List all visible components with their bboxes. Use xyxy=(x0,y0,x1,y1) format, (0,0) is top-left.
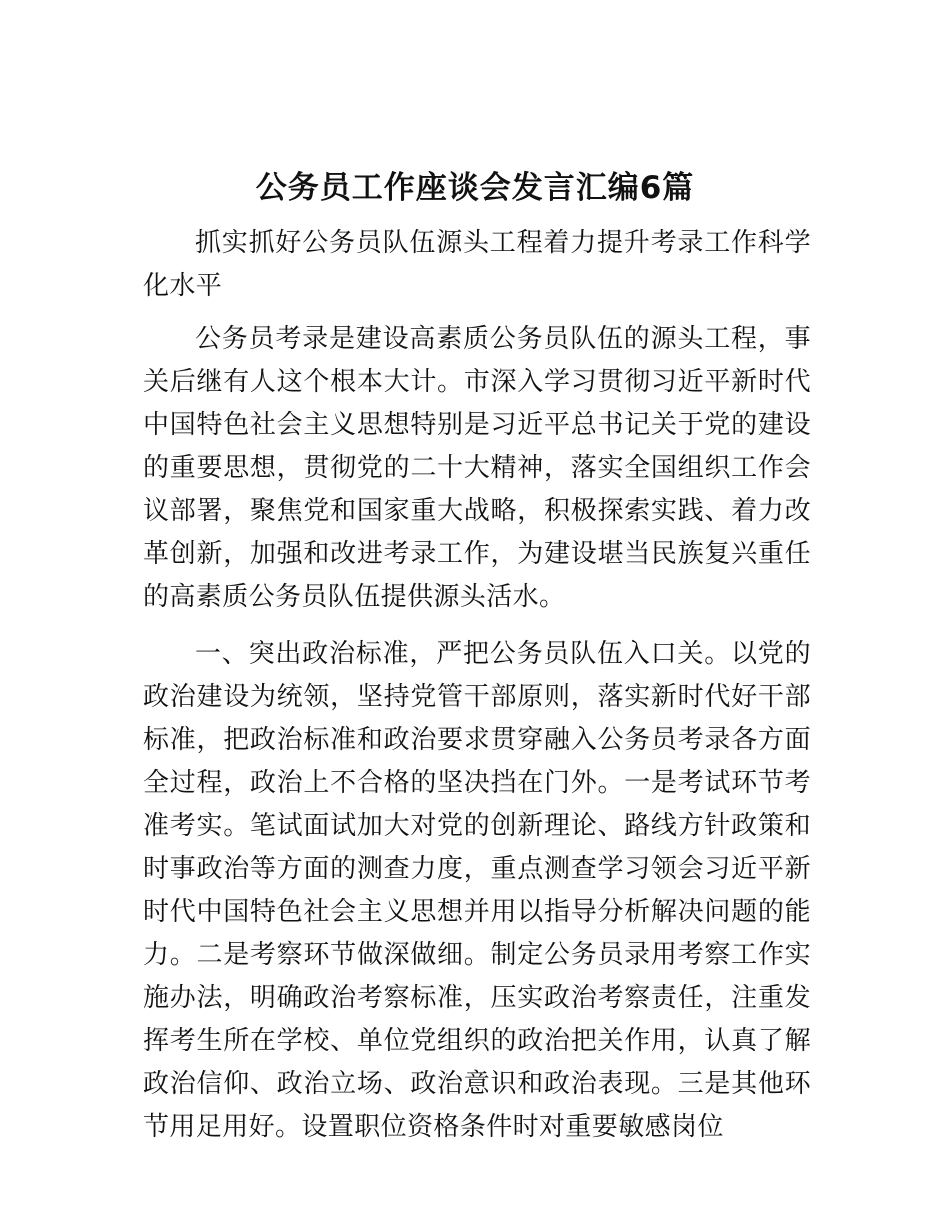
document-title: 公务员工作座谈会发言汇编6篇 xyxy=(255,170,695,206)
document-subtitle: 抓实抓好公务员队伍源头工程着力提升考录工作科学化水平 xyxy=(143,228,811,301)
paragraph-section-one: 一、突出政治标准，严把公务员队伍入口关。以党的政治建设为统领，坚持党管干部原则，落实新时代好干部标准，把政治标准和政治要求贯穿融入公务员考录各方面全过程，政治上不合格的坚决挡在门外。一是考试环节考准考实。笔试面试加大对党的创新理论、路线方针政策和时事政治等方面的测查力度，重点测查学习领会习近平新时代中国特色社会主义思想并用以指导分析解决问题的能力。二是考察环节做深做细。制定公务员录用考察工作实施办法，明确政治考察标准，压实政治考察责任，注重发挥考生所在学校、单位党组织的政治把关作用，认真了解政治信仰、政治立场、政治意识和政治表现。三是其他环节用足用好。设置职位资格条件时对重要敏感岗位 xyxy=(143,639,811,1142)
paragraph-intro: 公务员考录是建设高素质公务员队伍的源头工程，事关后继有人这个根本大计。市深入学习贯彻习近平新时代中国特色社会主义思想特别是习近平总书记关于党的建设的重要思想，贯彻党的二十大精神，落实全国组织工作会议部署，聚焦党和国家重大战略，积极探索实践、着力改革创新，加强和改进考录工作，为建设堪当民族复兴重任的高素质公务员队伍提供源头活水。 xyxy=(143,324,811,612)
